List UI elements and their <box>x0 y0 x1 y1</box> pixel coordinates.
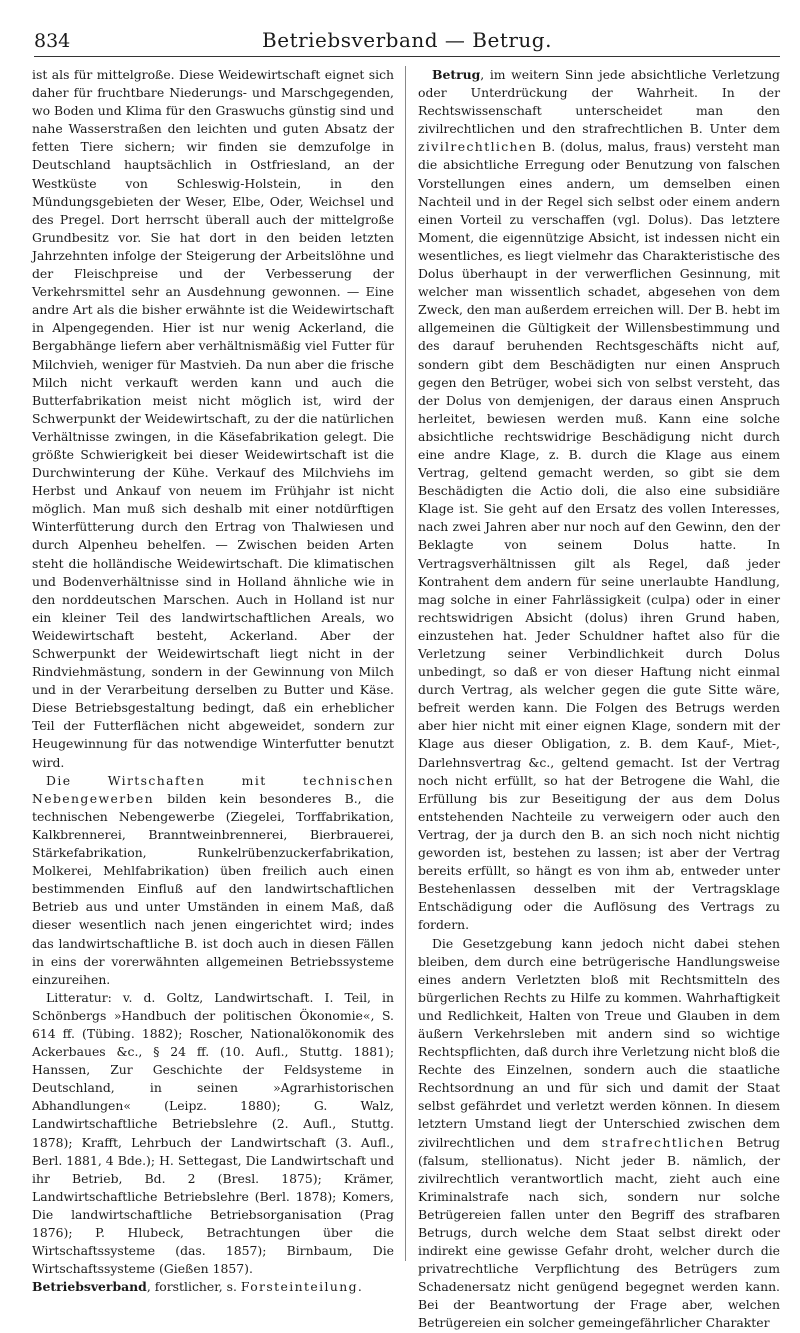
running-title: Betriebsverband — Betrug. <box>262 28 552 52</box>
nebengewerbe-term: Die Wirtschaften mit technischen Nebengewerben <box>32 772 394 806</box>
betrug-text-a: , im weitern Sinn jede absichtliche Verletzung oder Unterdrückung der Wahrheit. In der Rechtswissenschaft unterscheidet man den zivilrechtlichen und den strafrechtlichen B. Unter dem <box>418 67 780 137</box>
page-number: 834 <box>34 30 71 52</box>
nebengewerbe-paragraph <box>32 772 394 989</box>
literature-paragraph: Litteratur: v. d. Goltz, Landwirtschaft. I. Teil, in Schönbergs »Handbuch der politischen Ökonomie«, S. 614 ff. (Tübing. 1882); Roscher, Nationalökonomik des Ackerbaues &c., § 24 ff. (10. Aufl., Stuttg. 1881); Hanssen, Zur Geschichte der Feldsysteme in Deutschland, in seinen »Agrarhistorischen Abhandlungen« (Leipz. 1880); G. Walz, Landwirtschaftliche Betriebslehre (2. Aufl., Stuttg. 1878); Krafft, Lehrbuch der Landwirtschaft (3. Aufl., Berl. 1881, 4 Bde.); H. Settegast, Die Landwirtschaft und ihr Betrieb, Bd. 2 (Bresl. 1875); Krämer, Landwirtschaftliche Betriebslehre (Berl. 1878); Komers, Die landwirtschaftliche Betriebsorganisation (Prag 1876); P. Hlubeck, Betrachtungen über die Wirtschaftssysteme (das. 1857); Birnbaum, Die Wirtschaftssysteme (Gießen 1857). <box>32 989 394 1277</box>
forsteinteilung-reference: Forsteinteilung. <box>240 1279 364 1295</box>
betrug-paragraph-1 <box>418 66 780 935</box>
strafrechtlich-term: strafrechtlichen <box>601 1134 725 1150</box>
column-divider <box>405 66 406 1261</box>
right-column <box>418 66 780 1331</box>
left-column <box>32 66 394 1295</box>
betrug-paragraph-2 <box>418 935 780 1333</box>
betrug-text-d: Betrug (falsum, stellionatus). Nicht jeder B. nämlich, der zivilrechtlich verantwortlich macht, zieht auch eine Kriminalstrafe nach sich, sondern nur solche Betrügereien fallen unter den Begriff des strafbaren Betrugs, durch welche dem Staat selbst direkt oder indirekt eine gewisse Gefahr droht, welcher durch die privatrechtliche Verpflichtung des Betrügers zum Schadenersatz nicht genügend begegnet werden kann. Bei der Beantwortung der Frage aber, welchen Betrügereien ein solcher gemeingefährlicher Charakter <box>418 1134 780 1331</box>
betrug-text-b: B. (dolus, malus, fraus) versteht man die absichtliche Erregung oder Benutzung von falschen Vorstellungen eines andern, um demselben einen Nachteil und in der Regel sich selbst oder einem andern einen Vorteil zu verschaffen (vgl. Dolus). Das letztere Moment, die eigennützige Absicht, ist indessen nicht ein wesentliches, es liegt vielmehr das Charakteristische des Dolus überhaupt in der verwerflichen Gesinnung, mit welcher man wissentlich schadet, abgesehen von dem Zweck, den man außerdem erreichen will. Der B. hebt im allgemeinen die Gültigkeit der Willensbestimmung und des darauf beruhenden Rechtsgeschäfts nicht auf, sondern gibt dem Beschädigten nur einen Anspruch gegen den Betrüger, wobei sich von selbst versteht, das der Dolus von demjenigen, der daraus einen Anspruch herleitet, bewiesen werden muß. Kann eine solche absichtliche rechtswidrige Beschädigung nicht durch eine andre Klage, z. B. durch die Klage aus einem Vertrag, geltend gemacht werden, so gibt sie dem Beschädigten die Actio doli, die also eine subsidiäre Klage ist. Sie geht auf den Ersatz des vollen Interesses, nach zwei Jahren aber nur noch auf den Gewinn, den der Beklagte von seinem Dolus hatte. In Vertragsverhältnissen gilt als Regel, daß jeder Kontrahent dem andern für seine unerlaubte Handlung, mag solche in einer Fahrlässigkeit (culpa) oder in einer rechtswidrigen Absicht (dolus) ihren Grund haben, einzustehen hat. Jeder Schuldner haftet also für die Verletzung seiner Verbindlichkeit durch Dolus unbedingt, so daß er von dieser Haftung nicht einmal durch Vertrag, als welcher gegen die gute Sitte wäre, befreit werden kann. Die Folgen des Betrugs werden aber hier nicht mit einer eignen Klage, sondern mit der Klage aus dieser Obligation, z. B. dem Kauf-, Miet-, Darlehnsvertrag &c., geltend gemacht. Ist der Vertrag noch nicht erfüllt, so hat der Betrogene die Wahl, die Erfüllung bis zur Beseitigung der aus dem Dolus entstehenden Nachteile zu verweigern oder auch den Vertrag, der ja durch den B. an sich noch nicht nichtig geworden ist, bestehen zu lassen; ist aber der Vertrag bereits erfüllt, so hängt es von ihm ab, entweder unter Bestehenlassen desselben mit der Vertragsklage Entschädigung oder die Auflösung des Vertrags zu fordern. <box>418 139 780 933</box>
page-header <box>34 28 780 57</box>
betriebsverband-text: , forstlicher, s. <box>146 1279 241 1295</box>
betrug-text-c: Die Gesetzgebung kann jedoch nicht dabei stehen bleiben, dem durch eine betrügerische Handlungsweise eines andern Verletzten bloß mit Rechtsmitteln des bürgerlichen Rechts zu Hilfe zu kommen. Wahrhaftigkeit und Redlichkeit, Halten von Treue und Glauben in dem äußern Verkehrsleben mit andern sind so wichtige Rechtspflichten, daß durch ihre Verletzung nicht bloß die Rechte des Einzelnen, sondern auch die staatliche Rechtsordnung an und für sich und damit der Staat selbst gefährdet und verletzt werden können. In diesem letztern Umstand liegt der Unterschied zwischen dem zivilrechtlichen und dem <box>418 935 780 1150</box>
betrug-lemma: Betrug <box>432 67 481 82</box>
betriebsverband-lemma: Betriebsverband <box>32 1279 147 1295</box>
betriebsverband-entry <box>32 1278 394 1296</box>
weidewirtschaft-paragraph: ist als für mittelgroße. Diese Weidewirtschaft eignet sich daher für fruchtbare Niederungs- und Marschgegenden, wo Boden und Klima für den Graswuchs günstig sind und nahe Wasserstraßen den leichten und guten Absatz der fetten Tiere sichern; wir finden sie demzufolge in Deutschland hauptsächlich in Ostfriesland, an der Westküste von Schleswig-Holstein, in den Mündungsgebieten der Weser, Elbe, Oder, Weichsel und des Pregel. Dort herrscht überall auch der mittelgroße Grundbesitz vor. Sie hat dort in den beiden letzten Jahrzehnten infolge der Steigerung der Arbeitslöhne und der Fleischpreise und der Verbesserung der Verkehrsmittel sehr an Ausdehnung gewonnen. — Eine andre Art als die bisher erwähnte ist die Weidewirtschaft in Alpengegenden. Hier ist nur wenig Ackerland, die Bergabhänge liefern aber verhältnismäßig viel Futter für Milchvieh, weniger für Mastvieh. Da nun aber die frische Milch nicht verkauft werden kann und auch die Butterfabrikation meist nicht möglich ist, wird der Schwerpunkt der Weidewirtschaft, zu der die natürlichen Verhältnisse zwingen, in die Käsefabrikation gelegt. Die größte Schwierigkeit bei dieser Weidewirtschaft ist die Durchwinterung der Kühe. Verkauf des Milchviehs im Herbst und Ankauf von neuem im Frühjahr ist nicht möglich. Man muß sich deshalb mit einer notdürftigen Winterfütterung durch den Ertrag von Thalwiesen und durch Alpenheu behelfen. — Zwischen beiden Arten steht die holländische Weidewirtschaft. Die klimatischen und Bodenverhältnisse sind in Holland ähnliche wie in den norddeutschen Marschen. Auch in Holland ist nur ein kleiner Teil des landwirtschaftlichen Areals, wo Weidewirtschaft besteht, Ackerland. Aber der Schwerpunkt der Weidewirtschaft liegt nicht in der Rindviehmästung, sondern in der Gewinnung von Milch und in der Verarbeitung derselben zu Butter und Käse. Diese Betriebsgestaltung bedingt, daß ein erheblicher Teil der Futterflächen nicht abgeweidet, sondern zur Heugewinnung für das notwendige Winterfutter benutzt wird. <box>32 67 394 770</box>
zivilrechtlich-term: zivilrechtlichen <box>418 139 538 155</box>
nebengewerbe-text: bilden kein besonderes B., die technischen Nebengewerbe (Ziegelei, Torffabrikation, Kalkbrennerei, Branntweinbrennerei, Bierbrauerei, Stärkefabrikation, Runkelrübenzuckerfabrikation, Molkerei, Mehlfabrikation) üben freilich auch einen bestimmenden Einfluß auf den landwirtschaftlichen Betrieb aus und unter Umständen in einem Maß, daß dieser wesentlich nach jenen eingerichtet wird; indes das landwirtschaftliche B. ist doch auch in diesen Fällen in eins der vorerwähnten allgemeinen Betriebssysteme einzureihen. <box>32 790 394 987</box>
